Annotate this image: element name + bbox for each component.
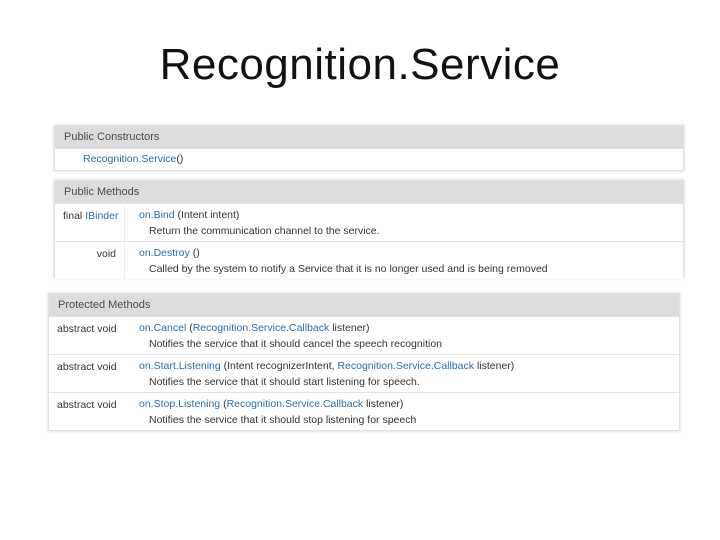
- table-row: [49, 316, 679, 354]
- method-cell: [129, 393, 679, 430]
- table-row: [55, 148, 683, 170]
- method-signature: [139, 360, 679, 372]
- method-params-open: (: [186, 322, 193, 334]
- constructor-link[interactable]: Recognition.Service: [83, 153, 177, 165]
- return-type: abstract void: [57, 361, 117, 373]
- method-cell: [125, 242, 683, 279]
- method-link[interactable]: on.Stop.Listening: [139, 398, 221, 410]
- table-row: [55, 241, 683, 279]
- method-link[interactable]: on.Bind: [139, 209, 175, 221]
- constructor-params: (): [176, 153, 184, 165]
- param-type-link[interactable]: Recognition.Service.Callback: [337, 360, 475, 372]
- method-link[interactable]: on.Destroy: [139, 247, 190, 259]
- method-description: Notifies the service that it should start listening for speech.: [149, 376, 420, 388]
- return-type: [55, 204, 125, 241]
- public-methods-table: [54, 180, 684, 278]
- method-description: Notifies the service that it should stop listening for speech: [149, 414, 417, 426]
- method-signature: [139, 322, 679, 334]
- method-cell: [129, 355, 679, 392]
- public-constructors-table: [54, 125, 684, 171]
- method-params: (Intent intent): [174, 209, 240, 221]
- method-params-close: listener): [329, 322, 370, 334]
- method-params-open: (Intent recognizerIntent,: [220, 360, 338, 372]
- return-type: abstract void: [57, 323, 117, 335]
- return-type-modifier: final: [63, 210, 86, 222]
- method-params-open: (: [220, 398, 227, 410]
- return-type: void: [55, 242, 125, 279]
- method-params-close: listener): [474, 360, 515, 372]
- return-type: abstract void: [57, 399, 117, 411]
- method-signature: [139, 209, 683, 221]
- protected-methods-header: Protected Methods: [49, 294, 679, 316]
- method-cell: [125, 204, 683, 241]
- protected-methods-table: [48, 293, 680, 431]
- method-signature: [139, 247, 683, 259]
- return-type-link[interactable]: IBinder: [85, 210, 119, 222]
- public-methods-header: Public Methods: [55, 181, 683, 203]
- param-type-link[interactable]: Recognition.Service.Callback: [192, 322, 330, 334]
- constructor-signature: [55, 149, 183, 170]
- method-signature: [139, 398, 679, 410]
- method-cell: [129, 317, 679, 354]
- method-params-close: listener): [363, 398, 404, 410]
- table-row: [49, 354, 679, 392]
- param-type-link[interactable]: Recognition.Service.Callback: [226, 398, 364, 410]
- page-title: Recognition.Service: [159, 40, 561, 89]
- method-description: Notifies the service that it should cancel the speech recognition: [149, 338, 443, 350]
- table-row: [55, 203, 683, 241]
- public-constructors-header: Public Constructors: [55, 126, 683, 148]
- method-params: (): [189, 247, 200, 259]
- table-row: [49, 392, 679, 430]
- method-description: Return the communication channel to the service.: [149, 225, 380, 237]
- method-link[interactable]: on.Start.Listening: [139, 360, 221, 372]
- method-description: Called by the system to notify a Service that it is no longer used and is being removed: [149, 263, 548, 275]
- method-link[interactable]: on.Cancel: [139, 322, 187, 334]
